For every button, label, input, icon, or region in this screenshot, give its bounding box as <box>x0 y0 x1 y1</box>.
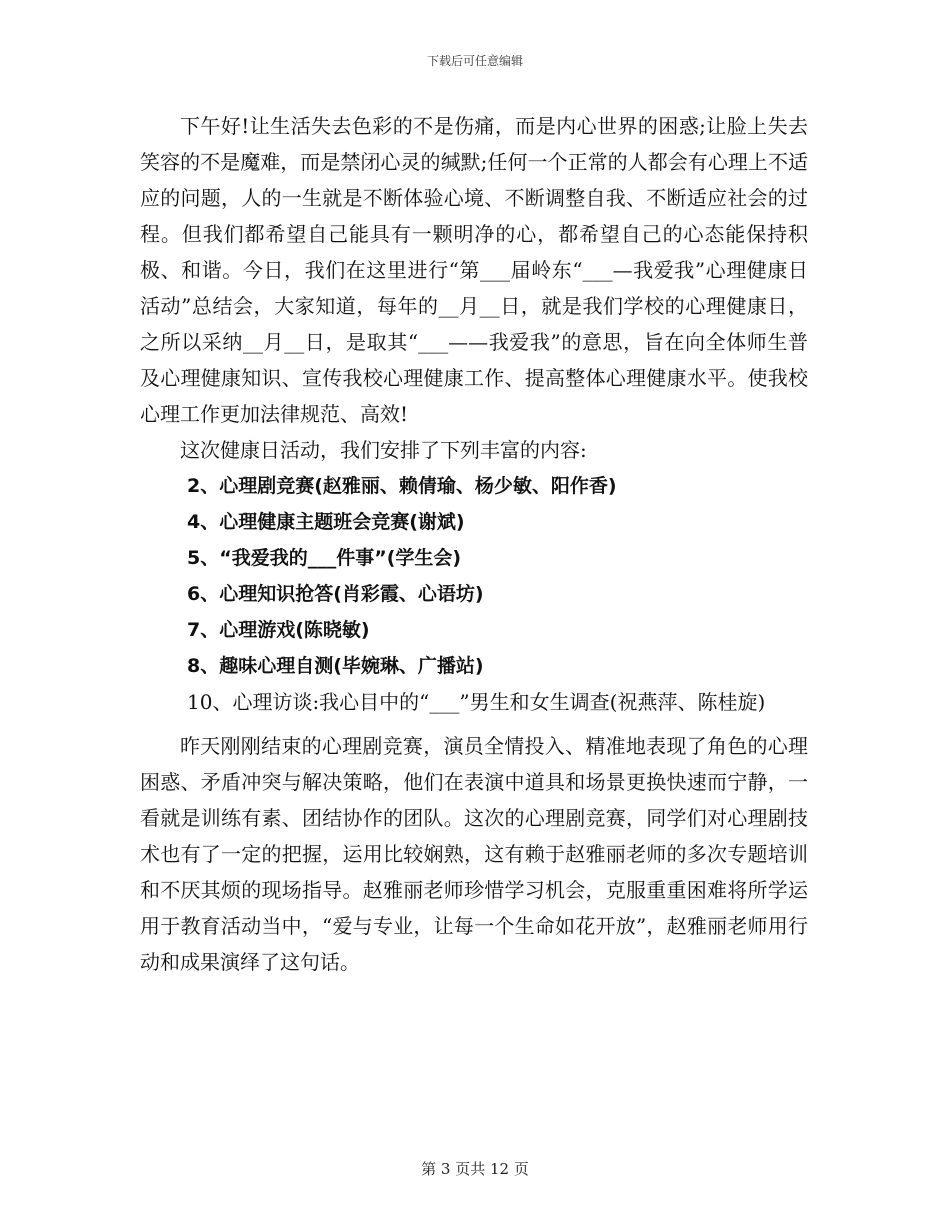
list-item: 6、心理知识抢答(肖彩霞、心语坊) <box>187 583 484 605</box>
page-header: 下载后可任意编辑 <box>426 54 523 68</box>
document-body <box>140 108 808 980</box>
list-item: 5、“我爱我的___件事”(学生会) <box>187 547 462 569</box>
opening-paragraph: 下午好!让生活失去色彩的不是伤痛，而是内心世界的困惑;让脸上失去笑容的不是魔难，而是禁闭心灵的缄默;任何一个正常的人都会有心理上不适应的问题，人的一生就是不断体验心境、不断调整自我、不断适应社会的过程。但我们都希望自己能具有一颗明净的心，都希望自己的心态能保持积极、和谐。今日，我们在这里进行“第___届岭东“___—我爱我”心理健康日活动”总结会，大家知道，每年的__月__日，就是我们学校的心理健康日，之所以采纳__月__日，是取其“___——我爱我”的意思，旨在向全体师生普及心理健康知识、宣传我校心理健康工作、提高整体心理健康水平。使我校心理工作更加法律规范、高效! <box>140 114 808 426</box>
list-item: 7、心理游戏(陈晓敏) <box>187 619 370 641</box>
closing-paragraph: 昨天刚刚结束的心理剧竞赛，演员全情投入、精准地表现了角色的心理困惑、矛盾冲突与解决策略，他们在表演中道具和场景更换快速而宁静，一看就是训练有素、团结协作的团队。这次的心理剧竞赛，同学们对心理剧技术也有了一定的把握，运用比较娴熟，这有赖于赵雅丽老师的多次专题培训和不厌其烦的现场指导。赵雅丽老师珍惜学习机会，克服重重困难将所学运用于教育活动当中，“爱与专业，让每一个生命如花开放”，赵雅丽老师用行动和成果演绎了这句话。 <box>140 734 808 974</box>
list-item: 4、心理健康主题班会竞赛(谢斌) <box>187 511 465 533</box>
list-item: 8、趣味心理自测(毕婉琳、广播站) <box>187 655 484 677</box>
activities-intro: 这次健康日活动，我们安排了下列丰富的内容: <box>180 438 587 462</box>
list-item: 10、心理访谈:我心目中的“___”男生和女生调查(祝燕萍、陈桂旋) <box>187 690 766 714</box>
page-footer: 第 3 页共 12 页 <box>421 1160 529 1178</box>
list-item: 2、心理剧竞赛(赵雅丽、赖倩瑜、杨少敏、阳作香) <box>187 475 617 497</box>
